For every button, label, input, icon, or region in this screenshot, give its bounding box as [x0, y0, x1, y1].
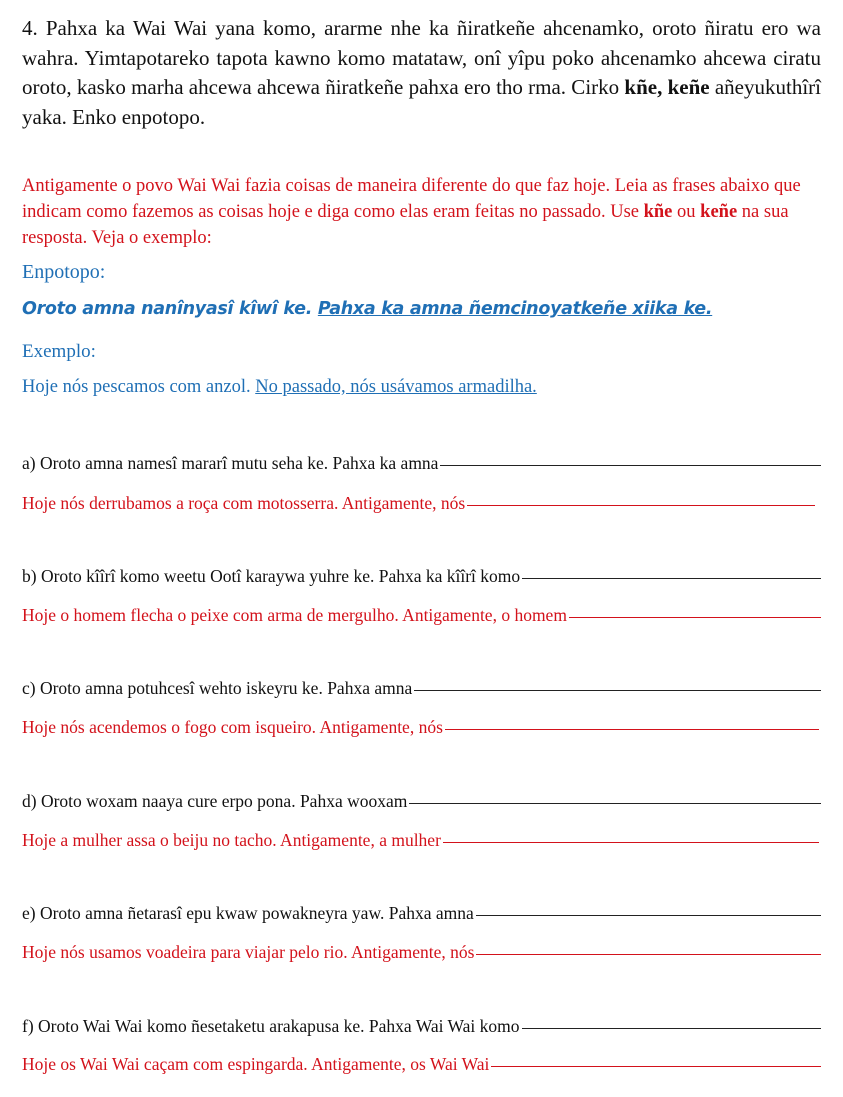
intro-text-1: 4. Pahxa ka Wai Wai yana komo, ararme nhe ka ñiratkeñe ahcenamko, oroto ñiratu ero wa wahra. Yimtapotareko tapota kawno komo matataw, onî yîpu poko ahcenamko ahcewa ciratu oroto, kasko marha ahcewa ahcewa ñiratkeñe pahxa ero tho rma. Cirko — [22, 16, 821, 99]
instruction-text-2: na sua resposta. Veja o exemplo: — [22, 202, 789, 248]
question-f-waiwai — [22, 1016, 821, 1037]
question-e-portuguese — [22, 942, 821, 963]
question-text: Hoje o homem flecha o peixe com arma de mergulho. Antigamente, o homem — [22, 605, 567, 625]
question-text: a) Oroto amna namesî mararî mutu seha ke. Pahxa ka amna — [22, 453, 439, 473]
answer-blank[interactable] — [440, 464, 821, 466]
question-a-waiwai — [22, 453, 821, 474]
exemplo-underlined: No passado, nós usávamos armadilha. — [255, 377, 537, 397]
intro-paragraph — [22, 14, 821, 132]
question-text: b) Oroto kîîrî komo weetu Ootî karaywa yuhre ke. Pahxa ka kîîrî komo — [22, 566, 521, 586]
answer-blank[interactable] — [491, 1065, 821, 1067]
answer-blank[interactable] — [445, 728, 819, 730]
instruction-portuguese — [22, 173, 821, 251]
answer-blank[interactable] — [443, 841, 819, 843]
example-title: Enpotopo: — [22, 261, 106, 283]
question-b-portuguese — [22, 605, 821, 626]
question-e-waiwai — [22, 903, 821, 924]
question-text: c) Oroto amna potuhcesî wehto iskeyru ke. Pahxa amna — [22, 678, 413, 698]
question-text: Hoje nós usamos voadeira para viajar pelo rio. Antigamente, nós — [22, 942, 475, 962]
intro-text-2: añeyukuthîrî yaka. Enko enpotopo. — [22, 75, 822, 129]
question-d-portuguese — [22, 830, 819, 851]
question-c-waiwai — [22, 678, 821, 699]
example-plain: Oroto amna nanînyasî kîwî ke. — [22, 299, 318, 319]
answer-blank[interactable] — [522, 577, 821, 579]
intro-bold-kene: keñe — [667, 75, 710, 99]
question-d-waiwai — [22, 791, 821, 812]
answer-blank[interactable] — [467, 504, 815, 506]
example-underlined: Pahxa ka amna ñemcinoyatkeñe xiika ke. — [317, 299, 713, 319]
instruction-bold-kne: kñe — [643, 202, 673, 222]
exemplo-title: Exemplo: — [22, 341, 96, 362]
answer-blank[interactable] — [569, 616, 821, 618]
question-c-portuguese — [22, 717, 819, 738]
question-text: Hoje nós derrubamos a roça com motosserra. Antigamente, nós — [22, 493, 466, 513]
instruction-text-mid: ou — [672, 202, 701, 222]
question-f-portuguese — [22, 1054, 821, 1075]
answer-blank[interactable] — [476, 953, 821, 955]
intro-bold-kne: kñe, — [624, 75, 663, 99]
exemplo-plain: Hoje nós pescamos com anzol. — [22, 377, 256, 397]
question-b-waiwai — [22, 566, 821, 587]
answer-blank[interactable] — [414, 689, 821, 691]
question-text: Hoje nós acendemos o fogo com isqueiro. Antigamente, nós — [22, 717, 443, 737]
answer-blank[interactable] — [522, 1027, 821, 1029]
question-text: d) Oroto woxam naaya cure erpo pona. Pahxa wooxam — [22, 791, 408, 811]
question-a-portuguese — [22, 493, 815, 514]
answer-blank[interactable] — [476, 914, 821, 916]
question-text: Hoje a mulher assa o beiju no tacho. Antigamente, a mulher — [22, 830, 441, 850]
instruction-bold-kene: keñe — [700, 202, 738, 222]
instruction-text-1: Antigamente o povo Wai Wai fazia coisas de maneira diferente do que faz hoje. Leia as frases abaixo que indicam como fazemos as coisas hoje e diga como elas eram feitas no passado. Use — [22, 176, 801, 222]
exemplo-line-portuguese — [22, 377, 821, 398]
question-text: Hoje os Wai Wai caçam com espingarda. Antigamente, os Wai Wai — [22, 1054, 490, 1074]
answer-blank[interactable] — [409, 802, 821, 804]
question-text: e) Oroto amna ñetarasî epu kwaw powakneyra yaw. Pahxa amna — [22, 903, 474, 923]
question-text: f) Oroto Wai Wai komo ñesetaketu arakapusa ke. Pahxa Wai Wai komo — [22, 1016, 520, 1036]
example-line-waiwai — [22, 299, 821, 319]
